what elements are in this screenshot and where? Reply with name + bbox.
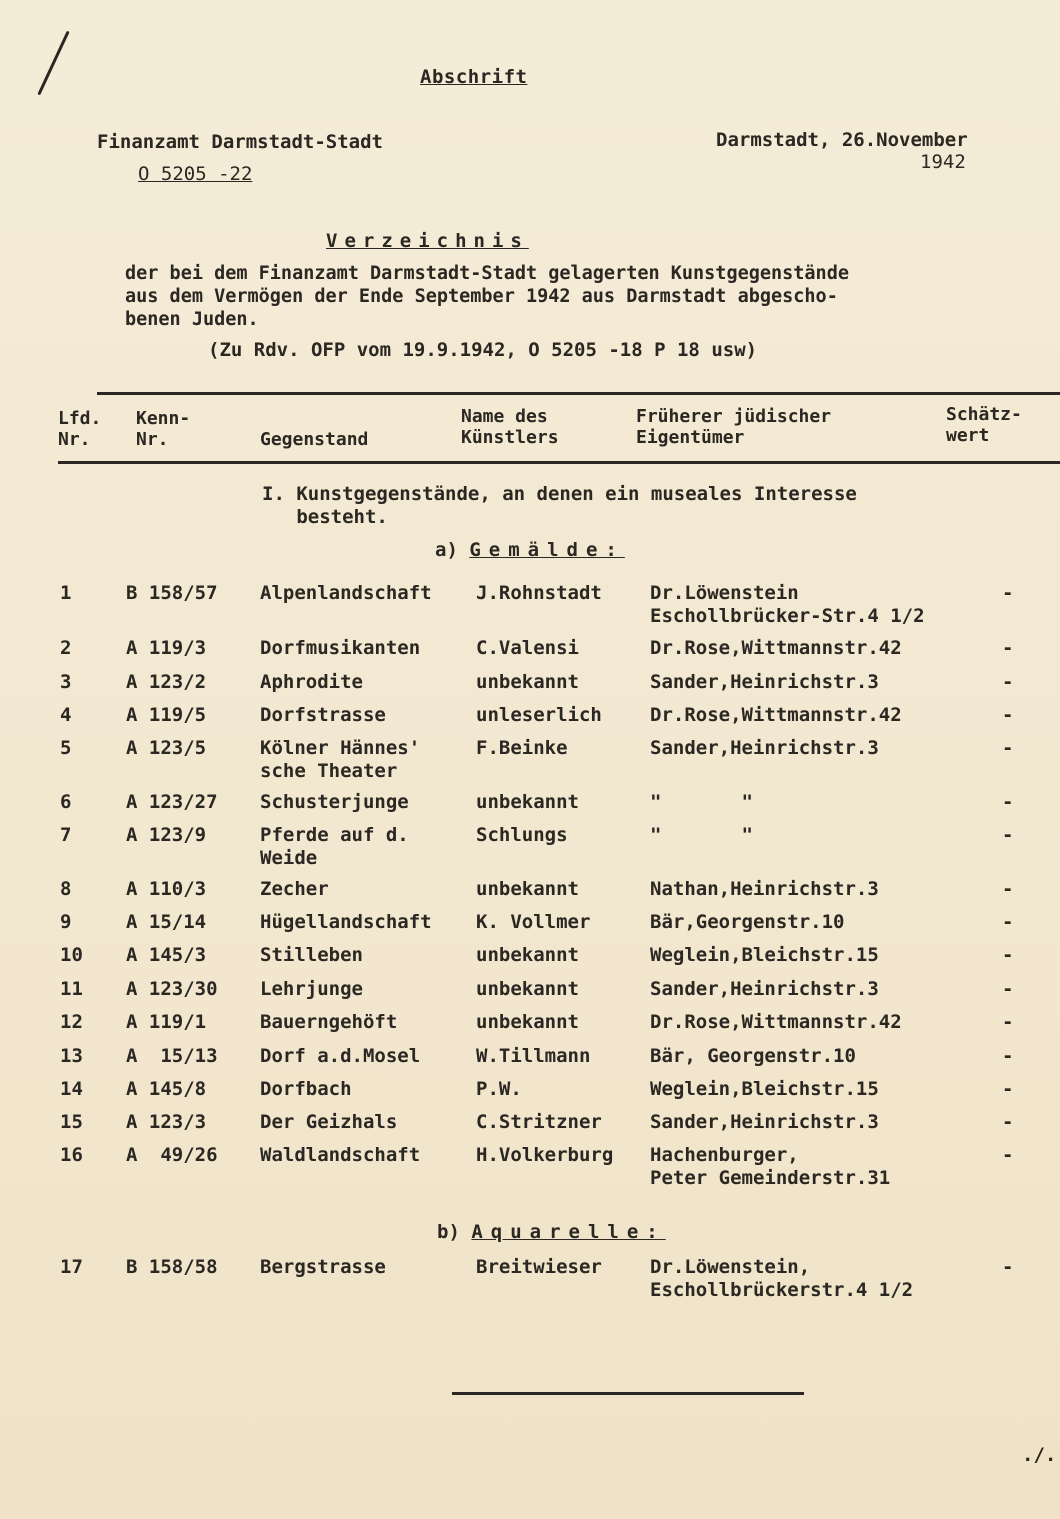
cell-gegenstand: Der Geizhals bbox=[260, 1111, 398, 1133]
cell-eigentuemer: " " bbox=[650, 791, 753, 813]
col-header-lfd: Lfd. Nr. bbox=[58, 408, 102, 450]
cell-wert: - bbox=[1002, 737, 1014, 759]
cell-eigentuemer: Dr.Rose,Wittmannstr.42 bbox=[650, 1011, 902, 1033]
cell-wert: - bbox=[1002, 1045, 1014, 1067]
cell-kuenstler: unbekannt bbox=[476, 1011, 579, 1033]
cell-gegenstand: Schusterjunge bbox=[260, 791, 409, 813]
cell-eigentuemer: Nathan,Heinrichstr.3 bbox=[650, 878, 879, 900]
subsection-a bbox=[435, 539, 625, 561]
cell-wert: - bbox=[1002, 1078, 1014, 1100]
cell-wert: - bbox=[1002, 878, 1014, 900]
cell-wert: - bbox=[1002, 671, 1014, 693]
cell-kuenstler: Breitwieser bbox=[476, 1256, 602, 1278]
subsection-b-prefix: b) bbox=[437, 1221, 460, 1243]
cell-wert: - bbox=[1002, 911, 1014, 933]
cell-lfd: 9 bbox=[60, 911, 72, 933]
cell-kenn: A 49/26 bbox=[126, 1144, 218, 1166]
section-heading: I. Kunstgegenstände, an denen ein museales Interesse besteht. bbox=[262, 483, 857, 528]
intro-line: der bei dem Finanzamt Darmstadt-Stadt gelagerten Kunstgegenstände bbox=[125, 263, 849, 284]
cell-eigentuemer: Sander,Heinrichstr.3 bbox=[650, 737, 879, 759]
table-header-rule bbox=[58, 461, 1060, 464]
cell-gegenstand: Aphrodite bbox=[260, 671, 363, 693]
cell-gegenstand: Lehrjunge bbox=[260, 978, 363, 1000]
cell-kenn: A 145/3 bbox=[126, 944, 207, 966]
intro-line: aus dem Vermögen der Ende September 1942 aus Darmstadt abgescho- bbox=[125, 286, 838, 307]
cell-eigentuemer: Bär, Georgenstr.10 bbox=[650, 1045, 856, 1067]
cell-gegenstand: Alpenlandschaft bbox=[260, 582, 432, 604]
cell-kuenstler: unleserlich bbox=[476, 704, 602, 726]
cell-gegenstand: Zecher bbox=[260, 878, 329, 900]
col-header-gegenstand: Gegenstand bbox=[260, 429, 369, 450]
cell-gegenstand: Bergstrasse bbox=[260, 1256, 386, 1278]
cell-kuenstler: unbekannt bbox=[476, 878, 579, 900]
cell-wert: - bbox=[1002, 1011, 1014, 1033]
cell-kenn: A 123/9 bbox=[126, 824, 207, 846]
cell-kenn: A 123/5 bbox=[126, 737, 207, 759]
reference-number: O 5205 -22 bbox=[138, 163, 253, 185]
cell-eigentuemer: Dr.Löwenstein Eschollbrücker-Str.4 1/2 bbox=[650, 582, 925, 627]
cell-wert: - bbox=[1002, 582, 1014, 604]
cell-kuenstler: unbekannt bbox=[476, 944, 579, 966]
cell-wert: - bbox=[1002, 1111, 1014, 1133]
subsection-b-title: Aquarelle: bbox=[471, 1221, 666, 1243]
cell-wert: - bbox=[1002, 1256, 1014, 1278]
cell-gegenstand: Pferde auf d. Weide bbox=[260, 824, 409, 869]
cell-kuenstler: H.Volkerburg bbox=[476, 1144, 614, 1166]
cell-lfd: 16 bbox=[60, 1144, 83, 1166]
cell-eigentuemer: Dr.Rose,Wittmannstr.42 bbox=[650, 704, 902, 726]
cell-lfd: 11 bbox=[60, 978, 83, 1000]
cell-gegenstand: Dorfbach bbox=[260, 1078, 352, 1100]
cell-kenn: A 123/27 bbox=[126, 791, 218, 813]
cell-wert: - bbox=[1002, 791, 1014, 813]
cell-gegenstand: Kölner Hännes' sche Theater bbox=[260, 737, 421, 782]
cell-kenn: B 158/57 bbox=[126, 582, 218, 604]
cell-wert: - bbox=[1002, 704, 1014, 726]
cell-lfd: 8 bbox=[60, 878, 72, 900]
cell-gegenstand: Dorfmusikanten bbox=[260, 637, 421, 659]
cell-wert: - bbox=[1002, 944, 1014, 966]
cell-lfd: 1 bbox=[60, 582, 72, 604]
place-date: Darmstadt, 26.November bbox=[716, 129, 968, 151]
document-title: Abschrift bbox=[420, 66, 528, 88]
cell-kuenstler: unbekannt bbox=[476, 671, 579, 693]
cell-kuenstler: W.Tillmann bbox=[476, 1045, 591, 1067]
cell-lfd: 14 bbox=[60, 1078, 83, 1100]
cell-kuenstler: unbekannt bbox=[476, 791, 579, 813]
cell-eigentuemer: Sander,Heinrichstr.3 bbox=[650, 1111, 879, 1133]
cell-gegenstand: Hügellandschaft bbox=[260, 911, 432, 933]
cell-eigentuemer: Sander,Heinrichstr.3 bbox=[650, 978, 879, 1000]
col-header-kuenstler: Name des Künstlers bbox=[461, 406, 559, 448]
cell-lfd: 17 bbox=[60, 1256, 83, 1278]
continuation-mark: ./. bbox=[1022, 1444, 1057, 1466]
cell-kenn: A 123/3 bbox=[126, 1111, 207, 1133]
cell-wert: - bbox=[1002, 1144, 1014, 1166]
date-year: 1942 bbox=[920, 151, 966, 173]
cell-gegenstand: Waldlandschaft bbox=[260, 1144, 421, 1166]
cell-kuenstler: Schlungs bbox=[476, 824, 568, 846]
cell-eigentuemer: Bär,Georgenstr.10 bbox=[650, 911, 845, 933]
cell-wert: - bbox=[1002, 637, 1014, 659]
cell-lfd: 7 bbox=[60, 824, 72, 846]
cell-lfd: 13 bbox=[60, 1045, 83, 1067]
cell-lfd: 5 bbox=[60, 737, 72, 759]
cell-kenn: A 119/5 bbox=[126, 704, 207, 726]
cell-kenn: A 123/30 bbox=[126, 978, 218, 1000]
closing-rule bbox=[452, 1392, 804, 1395]
list-heading: Verzeichnis bbox=[326, 230, 529, 252]
cell-wert: - bbox=[1002, 978, 1014, 1000]
cell-eigentuemer: " " bbox=[650, 824, 753, 846]
cell-kenn: A 119/3 bbox=[126, 637, 207, 659]
cell-kenn: A 123/2 bbox=[126, 671, 207, 693]
cell-eigentuemer: Sander,Heinrichstr.3 bbox=[650, 671, 879, 693]
cell-kenn: A 110/3 bbox=[126, 878, 207, 900]
col-header-eigentuemer: Früherer jüdischer Eigentümer bbox=[636, 406, 832, 448]
cell-gegenstand: Stilleben bbox=[260, 944, 363, 966]
cell-kuenstler: C.Stritzner bbox=[476, 1111, 602, 1133]
cell-kuenstler: unbekannt bbox=[476, 978, 579, 1000]
cell-kenn: A 145/8 bbox=[126, 1078, 207, 1100]
intro-line: benen Juden. bbox=[125, 309, 259, 330]
cell-kuenstler: P.W. bbox=[476, 1078, 522, 1100]
subsection-a-title: Gemälde: bbox=[469, 539, 625, 561]
cell-eigentuemer: Weglein,Bleichstr.15 bbox=[650, 1078, 879, 1100]
cell-kenn: B 158/58 bbox=[126, 1256, 218, 1278]
cell-kenn: A 15/13 bbox=[126, 1045, 218, 1067]
cell-gegenstand: Bauerngehöft bbox=[260, 1011, 398, 1033]
cell-gegenstand: Dorf a.d.Mosel bbox=[260, 1045, 421, 1067]
cell-kuenstler: J.Rohnstadt bbox=[476, 582, 602, 604]
cell-kenn: A 15/14 bbox=[126, 911, 207, 933]
col-header-kenn: Kenn- Nr. bbox=[136, 408, 191, 450]
cell-lfd: 4 bbox=[60, 704, 72, 726]
cell-lfd: 2 bbox=[60, 637, 72, 659]
cell-wert: - bbox=[1002, 824, 1014, 846]
cell-eigentuemer: Hachenburger, Peter Gemeinderstr.31 bbox=[650, 1144, 891, 1189]
tax-office-name: Finanzamt Darmstadt-Stadt bbox=[97, 131, 383, 153]
table-top-rule bbox=[97, 392, 1060, 395]
cell-lfd: 3 bbox=[60, 671, 72, 693]
intro-text bbox=[125, 262, 1025, 331]
cell-lfd: 10 bbox=[60, 944, 83, 966]
cell-lfd: 15 bbox=[60, 1111, 83, 1133]
col-header-wert: Schätz- wert bbox=[946, 404, 1022, 446]
cell-eigentuemer: Dr.Rose,Wittmannstr.42 bbox=[650, 637, 902, 659]
cell-eigentuemer: Dr.Löwenstein, Eschollbrückerstr.4 1/2 bbox=[650, 1256, 914, 1301]
cell-kenn: A 119/1 bbox=[126, 1011, 207, 1033]
cell-lfd: 12 bbox=[60, 1011, 83, 1033]
cell-kuenstler: C.Valensi bbox=[476, 637, 579, 659]
cell-eigentuemer: Weglein,Bleichstr.15 bbox=[650, 944, 879, 966]
handwritten-slash-mark bbox=[37, 31, 69, 96]
cell-kuenstler: F.Beinke bbox=[476, 737, 568, 759]
cell-lfd: 6 bbox=[60, 791, 72, 813]
cell-gegenstand: Dorfstrasse bbox=[260, 704, 386, 726]
subsection-b bbox=[437, 1221, 666, 1243]
subsection-a-prefix: a) bbox=[435, 539, 458, 561]
cell-kuenstler: K. Vollmer bbox=[476, 911, 591, 933]
decree-reference: (Zu Rdv. OFP vom 19.9.1942, O 5205 -18 P 18 usw) bbox=[208, 339, 758, 361]
